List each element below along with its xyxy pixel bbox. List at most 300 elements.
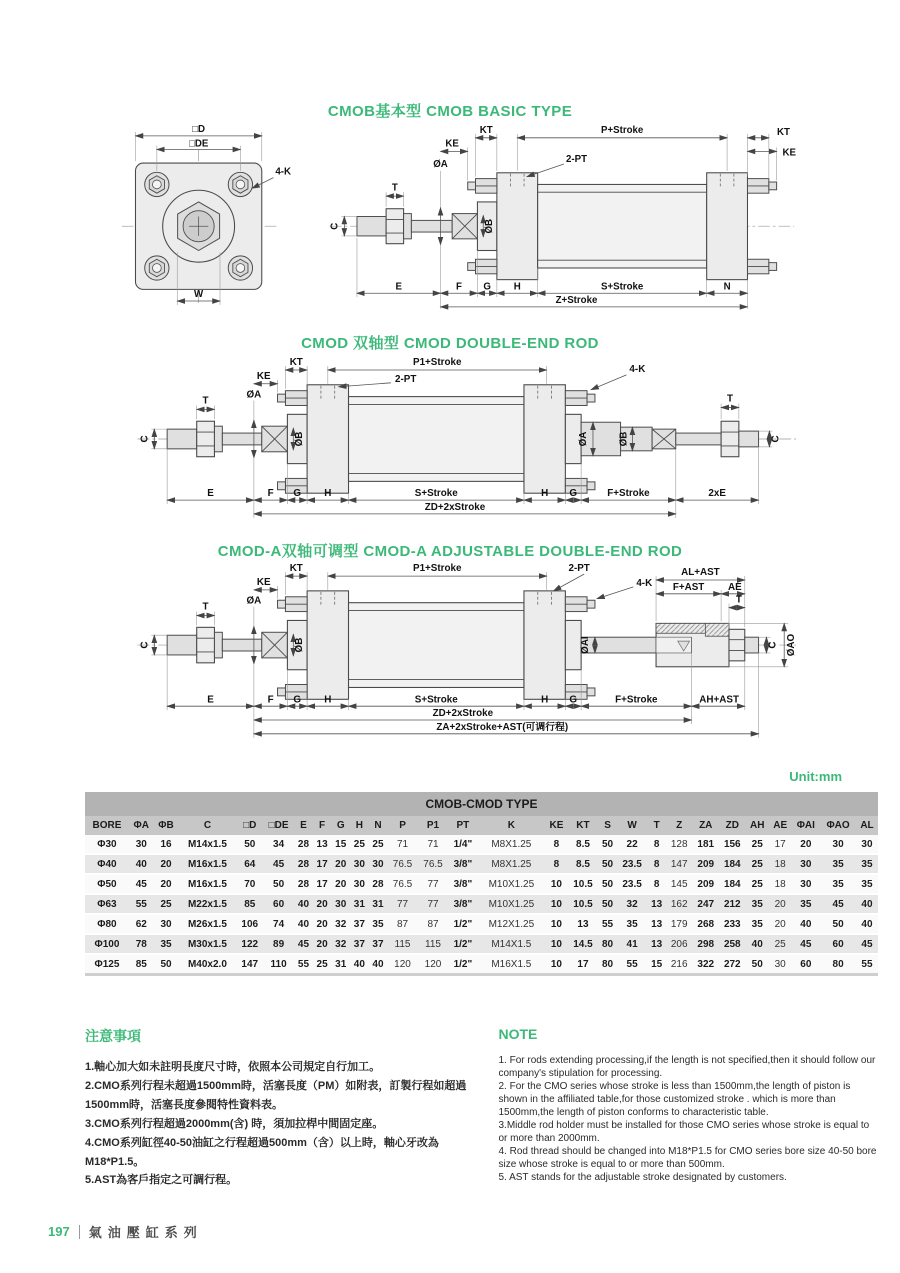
cmod-diagram	[108, 354, 798, 527]
table-cell: 13	[651, 918, 663, 930]
table-cell: 30	[861, 838, 873, 850]
column-header: P1	[418, 816, 448, 835]
table-cell: 13	[316, 838, 328, 850]
table-row	[85, 894, 878, 914]
dim-label-zd: ZD+2xStroke	[432, 708, 494, 720]
dim-label-s-stroke: S+Stroke	[414, 694, 458, 706]
table-cell: 55	[297, 958, 310, 970]
page-number: 197	[48, 1224, 70, 1239]
series-name: 氣油壓缸系列	[88, 1225, 203, 1240]
cmod-body	[278, 385, 595, 493]
table-cell: M40x2.0	[187, 958, 227, 970]
dim-label-dia-ao: ØAO	[786, 633, 798, 657]
table-cell: M16X1.5	[491, 958, 532, 970]
table-cell: 60	[800, 958, 812, 970]
table-cell: 1/2"	[453, 958, 473, 970]
table-cell: 76.5	[392, 878, 413, 890]
dim-label-dia-b-left: ØB	[294, 431, 306, 447]
table-cell: 55	[861, 958, 873, 970]
table-cell: 20	[316, 938, 328, 950]
dim-label-e: E	[395, 281, 402, 293]
table-cell: 76.5	[392, 858, 413, 870]
dim-label-c-right: C	[770, 435, 782, 443]
table-cell: 40	[372, 958, 384, 970]
table-cell: 179	[670, 918, 688, 930]
table-cell: 34	[273, 838, 285, 850]
dim-label-h-right: H	[541, 694, 549, 706]
table-cell: 25	[751, 858, 763, 870]
table-cell: 18	[774, 858, 786, 870]
notes-cn-list	[85, 1058, 467, 1190]
table-cell: 40	[353, 958, 365, 970]
dim-label-ke-left: KE	[445, 138, 459, 150]
dim-label-f: F	[267, 488, 274, 500]
cmod-title: CMOD 双轴型 CMOD DOUBLE-END ROD	[301, 335, 599, 352]
table-cell: 50	[601, 878, 614, 890]
note-item: 2. For the CMO series whose stroke is less than 1500mm,the length of piston is shown in the affiliated table,for those customized stroke . which is more than 1500mm,the length of piston conforms to characteristic table.	[498, 1081, 851, 1118]
table-cell: 268	[697, 918, 715, 930]
table-cell: 20	[316, 918, 328, 930]
dim-label-h: H	[324, 694, 332, 706]
table-cell: 145	[670, 878, 688, 890]
dim-label-g: G	[293, 488, 302, 500]
table-cell: 147	[241, 958, 259, 970]
cmob-drawing	[118, 122, 798, 311]
table-cell: 20	[774, 898, 786, 910]
table-cell: 206	[670, 938, 688, 950]
table-cell: 258	[723, 938, 741, 950]
table-cell: 45	[273, 858, 285, 870]
dim-label-kt: KT	[289, 563, 303, 575]
column-header: W	[617, 816, 647, 835]
cmob-side-view	[330, 125, 797, 309]
column-header: E	[294, 816, 313, 835]
table-cell: 85	[135, 958, 147, 970]
column-header: ΦAO	[820, 816, 856, 835]
dim-label-2xe: 2xE	[708, 488, 726, 500]
dim-label-z-stroke: Z+Stroke	[555, 294, 598, 306]
table-cell: 18	[774, 878, 786, 890]
table-cell: 247	[697, 898, 715, 910]
table-cell: 25	[372, 838, 384, 850]
dim-label-dia-a-right: ØA	[578, 431, 590, 447]
table-cell: 16	[160, 838, 172, 850]
unit-label: Unit:mm	[789, 769, 842, 784]
table-cell: M10X1.25	[488, 878, 535, 890]
column-header: ΦA	[129, 816, 154, 835]
spec-table	[85, 792, 878, 976]
cmod-drawing	[108, 354, 798, 522]
cmod-right-rod	[565, 394, 781, 464]
table-cell: 25	[160, 898, 172, 910]
table-cell: 184	[723, 858, 741, 870]
column-header: G	[331, 816, 350, 835]
dim-label-square-de: □DE	[188, 138, 209, 150]
note-item: 1. For rods extending processing,if the length is not specified,then it should follow our company's stipulation for processing.	[498, 1055, 876, 1079]
table-cell: M16x1.5	[187, 858, 227, 870]
cmob-title: CMOB基本型 CMOB BASIC TYPE	[327, 103, 573, 120]
column-header: C	[178, 816, 236, 835]
table-cell: 212	[723, 898, 741, 910]
table-cell: 322	[697, 958, 715, 970]
table-cell: 70	[244, 878, 256, 890]
table-cell: 50	[751, 958, 763, 970]
table-cell: 45	[297, 938, 310, 950]
note-item: 3.CMO系列行程超過2000mm(含) 時，須加拉桿中間固定座。	[85, 1117, 384, 1130]
table-cell: 20	[160, 858, 172, 870]
dim-label-2pt: 2-PT	[565, 154, 588, 166]
table-cell: 41	[626, 938, 638, 950]
table-cell: 28	[297, 838, 310, 850]
table-cell: 40	[861, 918, 873, 930]
table-cell: 122	[241, 938, 259, 950]
table-cell: 64	[244, 858, 256, 870]
table-row	[85, 934, 878, 954]
dim-label-f-stroke: F+Stroke	[607, 488, 650, 500]
table-cell: 28	[372, 878, 384, 890]
table-cell: 181	[697, 838, 715, 850]
dim-label-c-left: C	[139, 435, 151, 443]
table-cell: 8	[553, 858, 560, 870]
dim-label-n: N	[723, 281, 731, 293]
table-cell: 50	[832, 918, 844, 930]
dim-label-h-right: H	[541, 488, 549, 500]
table-cell: 40	[135, 858, 147, 870]
column-header: N	[369, 816, 388, 835]
dim-label-al-ast: AL+AST	[681, 567, 720, 579]
table-cell: 60	[273, 898, 285, 910]
table-cell: 272	[723, 958, 741, 970]
notes-english	[499, 1026, 881, 1190]
table-cell: 20	[800, 838, 812, 850]
table-row	[85, 854, 878, 874]
dim-label-f: F	[456, 281, 462, 293]
table-cell: 147	[670, 858, 688, 870]
table-cell: 14.5	[573, 938, 593, 950]
table-cell: 60	[832, 938, 844, 950]
table-cell: M8X1.25	[491, 838, 532, 850]
cmoda-title: CMOD-A双轴可调型 CMOD-A ADJUSTABLE DOUBLE-END ROD	[217, 543, 683, 560]
rod-thread-tip	[357, 217, 386, 236]
table-cell: 80	[832, 958, 844, 970]
dim-label-2pt: 2-PT	[568, 563, 590, 575]
table-cell: 30	[335, 898, 347, 910]
table-cell: 30	[353, 878, 365, 890]
table-cell: 45	[800, 938, 812, 950]
table-cell: 74	[273, 918, 285, 930]
spec-table-wrap	[85, 792, 878, 976]
dim-label-4k: 4-K	[275, 166, 292, 178]
table-cell: 89	[273, 938, 285, 950]
column-header: AE	[769, 816, 792, 835]
dim-label-zd: ZD+2xStroke	[424, 501, 486, 513]
column-header: F	[313, 816, 332, 835]
table-cell: 55	[135, 898, 147, 910]
table-cell: 3/8"	[453, 898, 473, 910]
table-cell: 25	[751, 838, 763, 850]
column-header: S	[598, 816, 617, 835]
dim-label-square-d: □D	[192, 123, 206, 135]
dim-label-c: C	[329, 222, 341, 230]
dim-label-t-left: T	[202, 601, 209, 613]
dim-label-ke-right: KE	[782, 147, 796, 159]
table-cell: 35	[751, 898, 763, 910]
dim-label-f: F	[267, 694, 274, 706]
table-cell: 20	[316, 898, 328, 910]
table-cell: 106	[241, 918, 259, 930]
dim-label-e: E	[207, 694, 214, 706]
cylinder-tube	[538, 184, 707, 268]
note-item: 1.軸心加大如未註明長度尺寸時，依照本公司規定自行加工。	[85, 1061, 381, 1073]
table-cell: Φ30	[97, 838, 117, 850]
table-cell: 40	[297, 918, 310, 930]
cmob-diagram	[118, 122, 798, 316]
dim-label-ah-ast: AH+AST	[699, 694, 739, 706]
table-cell: 8	[653, 838, 660, 850]
cmoda-drawing	[108, 560, 798, 742]
table-cell: 77	[427, 898, 439, 910]
footer-divider	[79, 1225, 80, 1239]
table-cell: 35	[751, 918, 763, 930]
table-cell: 20	[774, 918, 786, 930]
column-header: Z	[666, 816, 693, 835]
table-row	[85, 835, 878, 854]
table-cell: 35	[160, 938, 172, 950]
dim-label-h: H	[513, 281, 521, 293]
note-item: 4.CMO系列缸徑40-50油缸之行程超過500mm（含）以上時，軸心牙改為M18*P1.5。	[85, 1136, 439, 1168]
table-cell: 15	[335, 838, 347, 850]
table-cell: 35	[800, 898, 812, 910]
flange-bolt	[228, 256, 252, 280]
column-header: □DE	[263, 816, 294, 835]
table-cell: 35	[372, 918, 384, 930]
table-cell: 50	[160, 958, 172, 970]
table-cell: Φ50	[97, 878, 117, 890]
dim-label-s-stroke: S+Stroke	[414, 488, 458, 500]
table-cell: 25	[751, 878, 763, 890]
table-cell: 35	[626, 918, 638, 930]
flange-bolt	[145, 256, 169, 280]
table-cell: M22x1.5	[187, 898, 227, 910]
table-cell: 10	[550, 898, 562, 910]
table-cell: 115	[394, 938, 411, 950]
table-cell: 120	[394, 958, 411, 970]
table-cell: 77	[396, 898, 409, 910]
column-header: ZA	[692, 816, 719, 835]
dim-label-kt-left: KT	[479, 124, 493, 136]
table-cell: 71	[396, 838, 409, 850]
column-header: AL	[856, 816, 878, 835]
table-cell: Φ80	[97, 918, 117, 930]
dim-label-h: H	[324, 488, 332, 500]
table-cell: 8	[553, 838, 560, 850]
column-header: T	[647, 816, 666, 835]
notes-en-list	[499, 1054, 881, 1184]
column-header: H	[350, 816, 369, 835]
dim-label-s-stroke: S+Stroke	[600, 281, 644, 293]
table-title-row	[85, 792, 878, 816]
column-header: P	[387, 816, 417, 835]
table-cell: 8.5	[576, 858, 590, 870]
table-cell: 62	[135, 918, 147, 930]
dim-label-t-left: T	[202, 395, 209, 407]
table-cell: 45	[135, 878, 147, 890]
table-cell: 45	[832, 898, 844, 910]
table-cell: 15	[651, 958, 663, 970]
table-cell: 8.5	[576, 838, 590, 850]
table-cell: M30x1.5	[187, 938, 227, 950]
cmoda-diagram	[108, 560, 798, 747]
table-cell: 50	[244, 838, 256, 850]
dim-label-2pt: 2-PT	[395, 373, 417, 385]
table-cell: 13	[577, 918, 589, 930]
table-cell: 30	[832, 838, 844, 850]
table-cell: 37	[353, 918, 365, 930]
column-header: K	[478, 816, 546, 835]
table-cell: 78	[135, 938, 147, 950]
table-cell: 50	[601, 858, 614, 870]
table-cell: M8X1.25	[491, 858, 532, 870]
dim-label-c-left: C	[139, 641, 151, 649]
table-cell: 115	[425, 938, 441, 950]
table-cell: 71	[427, 838, 439, 850]
dim-label-g-right: G	[569, 694, 578, 706]
note-item: 4. Rod thread should be changed into M18*P1.5 for CMO series bore size 40-50 bore size whose stroke is equal to or more than 500mm.	[498, 1146, 877, 1170]
table-cell: 30	[353, 858, 365, 870]
table-cell: 55	[601, 918, 614, 930]
table-cell: 30	[800, 858, 812, 870]
column-header: ΦAI	[791, 816, 820, 835]
table-cell: 10	[550, 958, 562, 970]
table-cell: 298	[697, 938, 715, 950]
dim-label-dia-ai: ØAI	[580, 636, 592, 654]
dim-label-4k: 4-K	[636, 577, 653, 589]
table-cell: M14x1.5	[187, 838, 227, 850]
table-cell: 120	[424, 958, 442, 970]
table-cell: 32	[335, 918, 347, 930]
table-cell: 20	[160, 878, 172, 890]
dim-label-w: W	[194, 289, 204, 301]
dim-label-za: ZA+2xStroke+AST(可调行程)	[436, 721, 569, 733]
table-cell: 40	[861, 898, 873, 910]
table-cell: 35	[832, 878, 844, 890]
table-cell: 216	[670, 958, 688, 970]
front-head	[497, 173, 538, 280]
column-header: □D	[236, 816, 263, 835]
table-cell: 20	[335, 878, 347, 890]
table-cell: 40	[297, 898, 310, 910]
table-cell: 30	[160, 918, 172, 930]
table-cell: 87	[427, 918, 439, 930]
note-item: 5. AST stands for the adjustable stroke designated by customers.	[498, 1172, 787, 1183]
table-cell: 110	[270, 958, 287, 970]
spec-table-header-row	[85, 816, 878, 835]
notes-en-title: NOTE	[498, 1026, 538, 1042]
table-cell: Φ100	[94, 938, 120, 950]
rod-nut	[386, 209, 403, 244]
flange-bolt	[145, 172, 169, 196]
table-cell: 80	[601, 958, 614, 970]
column-header: AH	[746, 816, 769, 835]
table-cell: 31	[335, 958, 347, 970]
table-cell: 28	[297, 858, 310, 870]
dim-label-f-stroke: F+Stroke	[615, 694, 658, 706]
dim-label-dia-b: ØB	[484, 218, 495, 234]
dim-label-4k: 4-K	[629, 363, 646, 375]
table-cell: 31	[372, 898, 384, 910]
dim-label-dia-a-left: ØA	[246, 595, 262, 607]
table-cell: M26x1.5	[187, 918, 227, 930]
dim-label-dia-a: ØA	[433, 158, 448, 170]
table-cell: 13	[651, 938, 663, 950]
cmob-front-view	[122, 124, 291, 305]
table-cell: 1/2"	[453, 938, 473, 950]
table-cell: 31	[353, 898, 365, 910]
table-cell: 35	[861, 878, 873, 890]
table-cell: 35	[861, 858, 873, 870]
table-cell: 17	[774, 838, 786, 850]
table-cell: 50	[601, 898, 614, 910]
table-cell: 209	[697, 878, 715, 890]
table-cell: 37	[372, 938, 384, 950]
table-cell: 8	[653, 858, 660, 870]
table-cell: 162	[670, 898, 688, 910]
table-cell: 209	[697, 858, 715, 870]
table-cell: 10.5	[573, 878, 593, 890]
table-cell: 25	[774, 938, 786, 950]
cmoda-adjuster	[565, 567, 797, 670]
dim-label-kt: KT	[289, 357, 303, 369]
note-item: 2.CMO系列行程未超過1500mm時，活塞長度（PM）如附表，訂製行程如超過1500mm時，活塞長度參閱特性資料表。	[85, 1079, 467, 1111]
table-cell: 25	[353, 838, 365, 850]
table-cell: 30	[135, 838, 147, 850]
table-cell: 32	[335, 938, 347, 950]
cmoda-body	[278, 591, 595, 699]
table-cell: 1/4"	[453, 838, 473, 850]
notes-section	[85, 1026, 880, 1190]
dim-label-kt-right: KT	[776, 126, 790, 138]
table-cell: 1/2"	[453, 918, 473, 930]
table-cell: 22	[626, 838, 638, 850]
notes-chinese	[85, 1026, 467, 1190]
rear-head	[707, 173, 748, 280]
note-item: 5.AST為客戶指定之可調行程。	[85, 1174, 238, 1187]
flange-bolt	[228, 172, 252, 196]
table-cell: 17	[577, 958, 589, 970]
table-cell: 80	[601, 938, 614, 950]
table-cell: 28	[297, 878, 310, 890]
table-cell: 13	[651, 898, 663, 910]
table-cell: 128	[670, 838, 688, 850]
note-item: 3.Middle rod holder must be installed for those CMO series whose stroke is equal to or more than 2000mm.	[498, 1120, 870, 1144]
table-cell: 3/8"	[453, 858, 473, 870]
table-cell: 40	[751, 938, 763, 950]
dim-label-ae: AE	[728, 581, 742, 593]
notes-cn-title: 注意事項	[85, 1028, 141, 1044]
table-cell: M16x1.5	[187, 878, 227, 890]
column-header: ZD	[719, 816, 746, 835]
column-header: ΦB	[154, 816, 179, 835]
dim-label-t-right: T	[726, 393, 733, 405]
dim-label-c-right: C	[767, 641, 779, 649]
table-cell: 184	[723, 878, 741, 890]
table-cell: 156	[723, 838, 741, 850]
dim-label-e: E	[207, 488, 214, 500]
column-header: PT	[448, 816, 477, 835]
dim-label-p-stroke: P+Stroke	[600, 124, 644, 136]
column-header: BORE	[85, 816, 129, 835]
dim-label-g: G	[293, 694, 302, 706]
